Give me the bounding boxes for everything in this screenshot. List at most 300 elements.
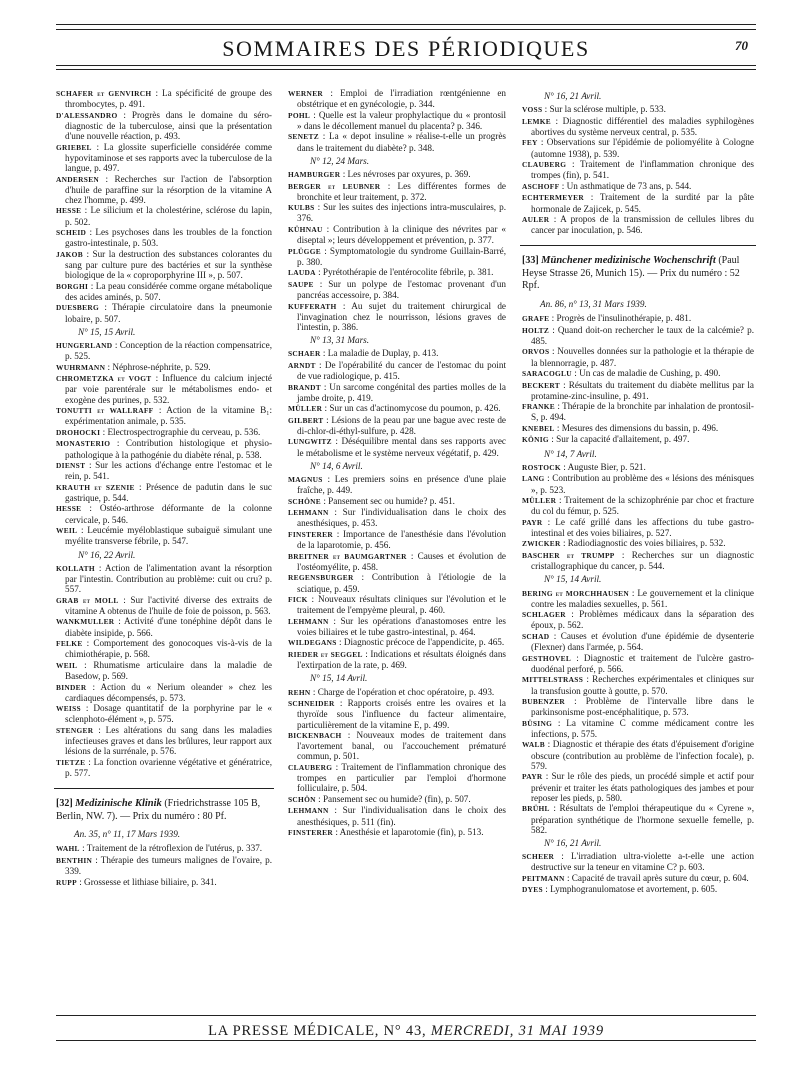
article-author: SCHEID xyxy=(56,228,87,238)
entry-group xyxy=(288,88,506,153)
article-author: ZWICKER xyxy=(522,539,561,549)
article-title: : Pyrétothérapie de l'entérocolite fébrile, p. 381. xyxy=(318,267,494,278)
article-entry xyxy=(288,301,506,333)
article-author: BINDER xyxy=(56,682,87,692)
article-entry xyxy=(522,462,754,473)
article-author: ECHTERMEYER xyxy=(522,193,585,203)
article-title: : Le café grillé dans les affections du tube gastro-intestinal et des voies biliaires, p. 527. xyxy=(531,516,755,538)
article-title: : Recherches sur l'action de l'absorption d'huile de paraffine sur la résorption de la vitamine A chez l'homme, p. 499. xyxy=(65,173,272,205)
article-author: BECKERT xyxy=(522,380,560,390)
footer-journal: LA PRESSE MÉDICALE, N° 43, xyxy=(208,1023,431,1039)
article-author: GRIEBEL xyxy=(56,142,92,152)
article-author: ANDERSEN xyxy=(56,174,100,184)
article-author: DROHOCKI xyxy=(56,427,101,437)
article-entry xyxy=(56,362,272,373)
article-author: CLAUBERG xyxy=(522,160,567,170)
article-entry xyxy=(288,637,506,648)
article-entry xyxy=(56,877,272,888)
article-title: : Auguste Bier, p. 521. xyxy=(563,461,646,472)
article-entry xyxy=(56,703,272,724)
article-entry xyxy=(522,631,754,652)
article-entry xyxy=(288,594,506,615)
article-entry xyxy=(56,595,272,616)
article-author: LEMKE xyxy=(522,116,552,126)
article-entry xyxy=(56,427,272,438)
entry-group xyxy=(56,843,272,887)
issue-heading: N° 14, 6 Avril. xyxy=(310,460,363,471)
journal-divider xyxy=(520,245,756,246)
article-title: : Présence de padutin dans le suc gastrique, p. 544. xyxy=(65,481,273,503)
entry-group xyxy=(522,313,754,446)
article-author: PAYR xyxy=(522,517,543,527)
issue-heading: N° 13, 31 Mars. xyxy=(310,335,370,346)
article-title: : Résultats de l'emploi thérapeutique du « Cyrene », préparation synthétique de l'hormone sexuelle femelle, p. 582. xyxy=(531,803,755,835)
article-entry xyxy=(288,382,506,403)
article-entry xyxy=(522,137,754,158)
article-author: KÖNIG xyxy=(522,435,549,445)
article-title: : Dosage quantitatif de la porphyrine par le « sclenphoto-élément », p. 575. xyxy=(65,703,273,725)
article-author: LANG xyxy=(522,474,545,484)
article-entry xyxy=(288,279,506,300)
article-author: LEHMANN xyxy=(288,508,329,518)
article-title: : De l'opérabilité du cancer de l'estomac du point de vue radiologique, p. 415. xyxy=(297,359,506,382)
article-author: BRANDT xyxy=(288,382,322,392)
article-title: : Sur un polype de l'estomac provenant d'un pancréas accessoire, p. 384. xyxy=(297,278,506,301)
footer-date: MERCREDI, 31 MAI 1939 xyxy=(430,1023,604,1039)
article-entry xyxy=(522,104,754,115)
issue-heading: N° 16, 22 Avril. xyxy=(78,549,136,560)
article-author: MAGNUS xyxy=(288,475,323,485)
article-author: HESSE xyxy=(56,504,82,514)
article-title: : Un asthmatique de 73 ans, p. 544. xyxy=(561,180,692,191)
journal-heading xyxy=(56,798,272,823)
article-entry xyxy=(56,660,272,681)
article-entry xyxy=(288,360,506,381)
article-author: SCHÖNE xyxy=(288,496,322,506)
entry-group xyxy=(288,348,506,458)
column-2 xyxy=(288,88,506,839)
article-title: : Au sujet du traitement chirurgical de l'invagination chez le nourrisson, lésions graves de l'intestin, p. 386. xyxy=(297,300,506,332)
article-title: : Capacité de travail après suture du cœur, p. 604. xyxy=(566,872,749,883)
article-title: : La maladie de Duplay, p. 413. xyxy=(322,348,439,359)
entry-group xyxy=(56,340,272,547)
article-title: : Nouveaux modes de traitement dans l'avortement banal, ou l'accouchement prématuré commun, p. 501. xyxy=(297,730,507,762)
article-entry xyxy=(522,181,754,192)
entry-group xyxy=(56,88,272,324)
article-title: : Contribution au problème des « lésions des ménisques », p. 523. xyxy=(531,473,754,495)
footer-rule-bottom xyxy=(56,1040,756,1041)
entry-group xyxy=(288,474,506,670)
article-author: BUBENZER xyxy=(522,697,566,707)
article-author: PLÜGGE xyxy=(288,246,322,256)
article-entry xyxy=(288,616,506,637)
journal-title: Münchener medizinische Wochenschrift xyxy=(541,255,716,267)
article-author: DUESBERG xyxy=(56,303,100,313)
issue-heading: N° 12, 24 Mars. xyxy=(310,155,370,166)
article-author: LAUDA xyxy=(288,268,316,278)
article-title: : Sur les opérations d'anastomoses entre les voies biliaires et le tube gastro-intestinal, p. 464. xyxy=(297,615,506,637)
article-author: BREITNER et BAUMGARTNER xyxy=(288,551,407,561)
article-title: : Importance de l'anesthésie dans l'évolution de la laparotomie, p. 456. xyxy=(297,528,506,551)
article-title: : Pansement sec ou humide? (fin), p. 507. xyxy=(318,793,471,804)
journal-address: (Friedrichstrasse 105 B, Berlin, NW. 7). — Prix du numéro : 80 Pf. xyxy=(56,798,261,822)
article-title: : Traitement de la schizophrénie par choc et fracture du col du fémur, p. 525. xyxy=(531,495,755,517)
article-entry xyxy=(288,762,506,794)
article-author: MONASTERIO xyxy=(56,439,111,449)
article-entry xyxy=(56,460,272,481)
article-entry xyxy=(288,169,506,180)
article-author: POHL xyxy=(288,110,311,120)
issue-heading: N° 16, 21 Avril. xyxy=(544,837,602,848)
article-title: : Action de la vitamine B₁: expérimentation animale, p. 535. xyxy=(65,405,273,427)
article-title: : Néphrose-néphrite, p. 529. xyxy=(107,361,211,372)
article-title: : Le silicium et la cholestérine, sclérose du lapin, p. 502. xyxy=(65,205,273,227)
entry-group xyxy=(56,563,272,778)
article-entry xyxy=(522,380,754,401)
article-title: : L'irradiation ultra-violette a-t-elle une action destructive sur la teneur en vitamine C? p. 603. xyxy=(531,851,754,873)
article-title: : Sur le rôle des pieds, un procédé simple et actif pour prévenir et traiter les états pathologiques des jambes et pour reposer les pieds, p. 580. xyxy=(531,771,755,803)
article-entry xyxy=(56,205,272,226)
article-title: : Traitement de la rétroflexion de l'utérus, p. 337. xyxy=(82,843,263,854)
article-entry xyxy=(522,495,754,516)
article-author: REGENSBURGER xyxy=(288,573,354,583)
article-entry xyxy=(56,525,272,546)
article-author: VOSS xyxy=(522,105,543,115)
article-title: : Le gouvernement et la clinique contre les maladies sexuelles, p. 561. xyxy=(531,587,755,609)
article-author: GRAB et MOLL xyxy=(56,595,119,605)
entry-group xyxy=(522,588,754,835)
article-author: HOLTZ xyxy=(522,325,550,335)
article-title: : Les différentes formes de bronchite et leur traitement, p. 372. xyxy=(297,180,506,202)
article-title: : A propos de la transmission de cellules libres du cancer par inoculation, p. 546. xyxy=(531,214,755,236)
article-entry xyxy=(522,538,754,549)
article-author: AULER xyxy=(522,215,550,225)
article-entry xyxy=(522,653,754,674)
article-author: WERNER xyxy=(288,89,324,98)
article-entry xyxy=(288,403,506,414)
article-entry xyxy=(56,438,272,459)
article-title: : Problème de l'intervalle libre dans le parkinsonisme post-encéphalitique, p. 573. xyxy=(531,696,754,718)
article-title: : Causes et évolution d'une épidémie de dysenterie (Flexner) dans l'armée, p. 564. xyxy=(531,630,755,653)
article-title: : Anesthésie et laparotomie (fin), p. 513. xyxy=(335,827,484,838)
article-title: : Mesures des dimensions du bassin, p. 496. xyxy=(556,422,719,433)
article-title: : Conception de la réaction compensatrice, p. 525. xyxy=(65,340,273,362)
article-author: SCHEER xyxy=(522,852,555,862)
article-entry xyxy=(56,340,272,361)
article-title: : Thérapie des tumeurs malignes de l'ovaire, p. 339. xyxy=(65,854,272,877)
journal-number: [33] xyxy=(522,255,539,267)
article-entry xyxy=(56,302,272,323)
article-title: : Les premiers soins en présence d'une plaie fraîche, p. 449. xyxy=(297,474,507,496)
article-entry xyxy=(56,249,272,281)
article-entry xyxy=(522,803,754,835)
article-title: : Traitement de l'inflammation chronique des trompes (fin), p. 541. xyxy=(531,159,755,181)
article-title: : Charge de l'opération et choc opératoire, p. 493. xyxy=(312,686,495,697)
footer-rule xyxy=(56,1015,756,1016)
article-title: : Un sarcome congénital des parties molles de la jambe droite, p. 419. xyxy=(297,381,507,403)
article-author: WALB xyxy=(522,740,545,750)
article-title: : Observations sur l'épidémie de poliomyélite à Cologne (automne 1938), p. 539. xyxy=(531,137,755,159)
article-author: HESSE xyxy=(56,206,82,216)
article-author: SENETZ xyxy=(288,132,319,142)
article-author: BENTHIN xyxy=(56,855,93,865)
issue-heading: N° 14, 7 Avril. xyxy=(544,448,597,459)
article-author: MÜLLER xyxy=(288,404,323,414)
article-title: : Contribution histologique et physio-pathologique à la pathogénie du diabète rénal, p. 538. xyxy=(65,438,273,460)
article-author: ASCHOFF xyxy=(522,181,560,191)
article-title: : Rhumatisme articulaire dans la maladie de Basedow, p. 569. xyxy=(65,659,273,681)
article-entry xyxy=(288,224,506,245)
article-title: : Thérapie circulatoire dans la pneumonie lobaire, p. 507. xyxy=(65,302,272,324)
article-title: : Progrès dans le domaine du séro-diagnostic de la tuberculose, ainsi que la présentation d'une nouvelle réaction, p. 493. xyxy=(65,109,272,142)
article-entry xyxy=(56,482,272,503)
article-entry xyxy=(522,368,754,379)
article-title: : Recherches expérimentales et cliniques sur la transfusion goutte à goutte, p. 570. xyxy=(531,674,755,696)
article-author: DYES xyxy=(522,885,543,895)
article-author: HAMBURGER xyxy=(288,170,341,180)
article-title: : Sur les suites des injections intra-musculaires, p. 376. xyxy=(297,202,507,224)
article-author: MÜLLER xyxy=(522,496,557,506)
article-author: KÜHNAU xyxy=(288,224,323,234)
article-title: : Sur la sclérose multiple, p. 533. xyxy=(544,104,666,115)
article-entry xyxy=(522,434,754,445)
article-author: HUNGERLAND xyxy=(56,341,113,351)
article-author: DIENST xyxy=(56,461,86,471)
article-author: LEHMANN xyxy=(288,806,329,816)
article-author: GESTHOVEL xyxy=(522,653,572,663)
article-entry xyxy=(288,507,506,528)
article-author: PAYR xyxy=(522,772,543,782)
article-author: SCHAER xyxy=(288,349,321,359)
article-author: CLAUBERG xyxy=(288,762,333,772)
article-entry xyxy=(56,638,272,659)
article-title: : Traitement de la surdité par la pâte hormonale de Zajicek, p. 545. xyxy=(531,192,754,214)
journal-number: [32] xyxy=(56,798,73,810)
article-entry xyxy=(56,563,272,595)
article-entry xyxy=(288,730,506,762)
article-title: : La vitamine C comme médicament contre les infections, p. 575. xyxy=(531,717,754,739)
article-author: SCHNEIDER xyxy=(288,699,335,709)
article-title: : Pansement sec ou humide? p. 451. xyxy=(323,495,455,506)
article-title: : Quand doit-on rechercher le taux de la calcémie? p. 485. xyxy=(531,324,755,346)
page-number: 70 xyxy=(735,38,748,53)
article-entry xyxy=(288,805,506,826)
article-title: : Sur la destruction des substances colorantes du sang par culture pure des bactéries et sur la synthèse biologique de la « coproporphyrine III », p. 507. xyxy=(65,248,273,281)
article-entry xyxy=(522,771,754,803)
article-entry xyxy=(288,348,506,359)
article-title: : Progrès de l'insulinothérapie, p. 481. xyxy=(551,313,692,324)
article-entry xyxy=(288,649,506,670)
article-entry xyxy=(56,503,272,524)
article-entry xyxy=(522,192,754,213)
article-entry xyxy=(522,473,754,494)
article-entry xyxy=(288,88,506,109)
article-entry xyxy=(522,851,754,872)
article-author: SCHLAGER xyxy=(522,610,566,620)
article-author: KOLLATH xyxy=(56,563,95,573)
article-entry xyxy=(288,529,506,550)
article-entry xyxy=(522,214,754,235)
article-author: LUNGWITZ xyxy=(288,437,332,447)
article-title: : Action du « Nerium oleander » chez les cardiaques décompensés, p. 573. xyxy=(65,681,272,703)
page-footer xyxy=(56,1023,756,1040)
article-title: : Résultats du traitement du diabète mellitus par la protamine-zinc-insuline, p. 491. xyxy=(531,379,754,401)
article-author: SARACOGLU xyxy=(522,369,572,379)
entry-group xyxy=(288,687,506,839)
article-author: SCHAD xyxy=(522,631,550,641)
header-rule-top xyxy=(56,24,756,25)
article-title: : La « depot insuline » réalise-t-elle un progrès dans le traitement du diabète? p. 348. xyxy=(297,131,506,153)
article-title: : Symptomatologie du syndrome Guillain-Barré, p. 380. xyxy=(297,245,506,267)
article-author: REHN xyxy=(288,687,311,697)
article-entry xyxy=(56,174,272,206)
article-title: : Problèmes médicaux dans la séparation des époux, p. 562. xyxy=(531,609,755,631)
article-author: WILDEGANS xyxy=(288,638,337,648)
article-title: : Diagnostic différentiel des maladies syphilogènes abortives du système nerveux central, p. 535. xyxy=(531,115,754,137)
article-author: CHROMETZKA et VOGT xyxy=(56,374,152,384)
article-author: BRÜHL xyxy=(522,804,550,814)
article-entry xyxy=(288,246,506,267)
article-title: : Comportement des gonocoques vis-à-vis de la chimiothérapie, p. 568. xyxy=(65,638,273,660)
article-title: : Sur la capacité d'allaitement, p. 497. xyxy=(551,434,690,445)
article-author: WAHL xyxy=(56,844,80,854)
article-title: : Ostéo-arthrose déformante de la colonne cervicale, p. 546. xyxy=(65,503,272,525)
article-author: RIEDER et SEGGEL xyxy=(288,649,363,659)
article-title: : Contribution à la clinique des névrites par « diseptal »; leurs développement et prévention, p. 377. xyxy=(297,223,506,246)
volume-heading: An. 35, n° 11, 17 Mars 1939. xyxy=(74,829,181,840)
article-author: KUFFERATH xyxy=(288,301,337,311)
article-author: FINSTERER xyxy=(288,828,334,838)
article-entry xyxy=(56,405,272,426)
article-entry xyxy=(288,794,506,805)
article-entry xyxy=(56,227,272,248)
article-entry xyxy=(288,474,506,495)
article-entry xyxy=(56,843,272,854)
article-entry xyxy=(522,401,754,422)
journal-title: Medizinische Klinik xyxy=(75,798,162,810)
entry-group xyxy=(288,169,506,332)
article-entry xyxy=(288,436,506,457)
article-entry xyxy=(288,202,506,223)
article-title: : Diagnostic et traitement de l'ulcère gastro-duodénal perforé, p. 566. xyxy=(531,652,754,674)
article-author: TONUTTI et WALLRAFF xyxy=(56,406,154,416)
article-entry xyxy=(522,346,754,367)
article-author: STENGER xyxy=(56,725,94,735)
article-author: FELKE xyxy=(56,639,83,649)
article-author: FICK xyxy=(288,595,308,605)
entry-group xyxy=(522,462,754,572)
article-author: KULBS xyxy=(288,203,315,213)
article-entry xyxy=(288,131,506,152)
article-title: : Indications et résultats éloignés dans l'extirpation de la rate, p. 469. xyxy=(297,648,506,671)
article-entry xyxy=(522,325,754,346)
article-entry xyxy=(288,415,506,436)
article-author: BICKENBACH xyxy=(288,731,342,740)
article-entry xyxy=(56,142,272,174)
article-entry xyxy=(56,616,272,637)
article-title: : Nouvelles données sur la pathologie et la thérapie de la blennorragie, p. 487. xyxy=(531,346,754,368)
article-title: : Sur les actions d'échange entre l'estomac et le rein, p. 541. xyxy=(65,460,272,482)
article-author: BÜSING xyxy=(522,718,553,728)
article-title: : Recherches sur un diagnostic cristallographique du cancer, p. 544. xyxy=(531,549,755,572)
article-title: : La spécificité de groupe des thrombocytes, p. 491. xyxy=(65,88,272,110)
issue-heading: N° 15, 14 Avril. xyxy=(544,574,602,585)
article-author: BERING et MORCHHAUSEN xyxy=(522,588,629,598)
article-title: : Activité d'une tonéphine dépôt dans le diabète insipide, p. 566. xyxy=(65,616,272,638)
article-title: : Déséquilibre mental dans ses rapports avec le métabolisme et le système nerveux végétatif, p. 429. xyxy=(297,436,506,458)
journal-divider xyxy=(54,788,274,789)
article-entry xyxy=(522,884,754,895)
article-author: SCHÖN xyxy=(288,794,316,804)
article-entry xyxy=(522,739,754,771)
article-entry xyxy=(522,423,754,434)
column-1 xyxy=(56,88,272,888)
article-title: : Sur l'individualisation dans le choix des anesthésiques, p. 453. xyxy=(297,507,506,529)
article-title: : Sur l'individualisation dans le choix des anesthésiques, p. 511 (fin). xyxy=(297,805,506,827)
article-author: SAUPE xyxy=(288,279,314,289)
article-entry xyxy=(522,159,754,180)
article-author: KRAUTH et SZENIE xyxy=(56,482,135,492)
entry-group xyxy=(522,851,754,895)
article-title: : Les névroses par oxyures, p. 369. xyxy=(342,169,471,180)
article-entry xyxy=(522,116,754,137)
article-title: : Lymphogranulomatose et avortement, p. 605. xyxy=(545,884,718,895)
article-author: PEITMANN xyxy=(522,873,565,883)
article-title: : Lésions de la peau par une bague avec reste de di-chlor-di-éthyl-sulfure, p. 428. xyxy=(297,414,507,436)
article-author: D'ALESSANDRO xyxy=(56,110,118,120)
article-title: : Electrospectrographie du cerveau, p. 536. xyxy=(102,426,261,437)
column-3 xyxy=(522,88,754,896)
article-author: BERGER et LEUBNER xyxy=(288,181,381,191)
article-author: ROSTOCK xyxy=(522,462,561,472)
article-title: : Les altérations du sang dans les maladies infectieuses graves et dans les brûlures, leur rapport aux lésions de la surrénale, p. 576. xyxy=(65,724,272,757)
article-entry xyxy=(522,696,754,717)
article-entry xyxy=(288,698,506,730)
article-title: : Influence du calcium injecté par voie parentérale sur le métabolismes endo- et exogène des purines, p. 532. xyxy=(65,373,272,405)
article-entry xyxy=(522,674,754,695)
article-title: : Diagnostic précoce de l'appendicite, p. 465. xyxy=(339,637,505,648)
header-rule-bottom xyxy=(56,65,756,66)
article-author: FINSTERER xyxy=(288,529,334,539)
article-author: LEHMANN xyxy=(288,616,329,626)
article-author: BASCHER et TRUMPP xyxy=(522,550,615,560)
article-author: GRAFE xyxy=(522,314,550,324)
article-entry xyxy=(522,873,754,884)
article-title: : La peau considérée comme organe métabolique des acides aminés, p. 507. xyxy=(65,280,273,302)
article-title: : Rapports croisés entre les ovaires et la thyroïde sous l'influence du facteur alimentaire, particulièrement de la vitamine E, p. 499. xyxy=(297,698,506,730)
article-entry xyxy=(288,572,506,593)
article-title: : Action de l'alimentation avant la résorption par l'intestin. Contribution au problème: cuit ou cru? p. 557. xyxy=(65,562,272,595)
article-author: ORVOS xyxy=(522,347,550,357)
article-entry xyxy=(288,687,506,698)
article-entry xyxy=(288,181,506,202)
entry-group xyxy=(522,104,754,235)
article-author: TIETZE xyxy=(56,757,86,767)
article-author: WEIL xyxy=(56,526,78,536)
article-title: : Sur un cas d'actinomycose du poumon, p. 426. xyxy=(324,403,501,414)
article-title: : Les psychoses dans les troubles de la fonction gastro-intestinale, p. 503. xyxy=(65,227,273,249)
article-entry xyxy=(288,551,506,572)
article-author: KNEBEL xyxy=(522,423,555,433)
article-entry xyxy=(522,550,754,571)
article-title: : Leucémie myéloblastique subaiguë simulant une myélite transverse fébrile, p. 547. xyxy=(65,525,272,547)
article-entry xyxy=(288,267,506,278)
article-entry xyxy=(56,88,272,109)
article-author: SCHAFER et GENVIRCH xyxy=(56,89,152,98)
article-entry xyxy=(288,110,506,131)
issue-heading: N° 16, 21 Avril. xyxy=(544,91,602,101)
article-author: JAKOB xyxy=(56,249,83,259)
